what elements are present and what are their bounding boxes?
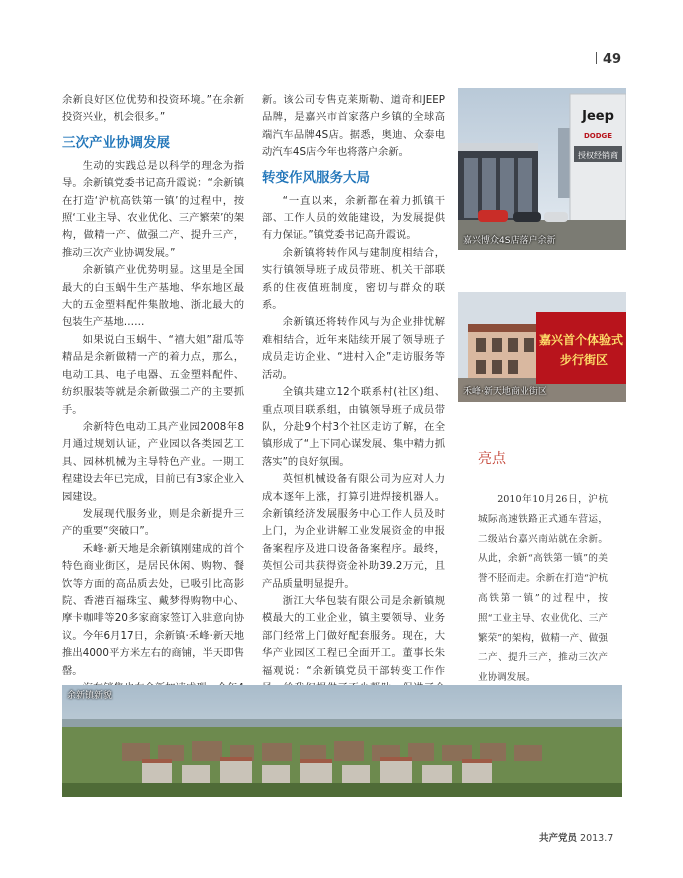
paragraph: 禾峰·新天地是余新镇刚建成的首个特色商业街区，是居民休闲、购物、餐饮等方面的高品质去处，已吸引比高影院、香港百福珠宝、戴梦得购物中心、摩卡咖啡等20多家商家签订入驻意向协议。今年6月17日，余新镇·禾峰·新天地推出4000平方米左右的商铺，半天即售罄。 <box>62 542 244 677</box>
banner-line-2: 步行街区 <box>559 353 609 367</box>
text-column-1 <box>62 92 244 715</box>
paragraph: 余新特色电动工具产业园2008年8月通过规划认证，产业园以各类园艺工具、园林机械为主导特色产业。一期工程建设去年已完成，目前已有3家企业入园建设。 <box>62 420 244 503</box>
highlight-title: 亮点 <box>478 451 506 467</box>
paragraph: 余新镇将转作风与建制度相结合，实行镇领导班子成员带班、机关干部联系的住夜值班制度，密切与群众的联系。 <box>262 246 445 312</box>
dealership-illustration <box>458 88 626 250</box>
paragraph: 余新良好区位优势和投资环境。”在余新投资兴业，机会很多。” <box>62 94 244 124</box>
issue-number: 2013.7 <box>580 833 614 844</box>
paragraph: 余新镇还将转作风与为企业排忧解难相结合，近年来陆续开展了领导班子成员走访企业、“进村入企”走访服务等活动。 <box>262 316 445 381</box>
paragraph: 生动的实践总是以科学的理念为指导。余新镇党委书记高升霞说：“余新镇在打造‘沪杭高铁第一镇’的过程中，按照‘工业主导、农业优化、三产繁荣’的架构，做精一产、做强二产、提升三产，推动三次产业协调发展。” <box>62 159 244 259</box>
photo-caption: 禾峰·新天地商业街区 <box>463 387 547 397</box>
dealer-sign-text: 授权经销商 <box>578 151 618 160</box>
panorama-illustration <box>62 685 622 797</box>
magazine-name: 共产党员 <box>539 833 578 844</box>
paragraph: “一直以来，余新都在着力抓镇干部、工作人员的效能建设，为发展提供有力保证。”镇党委书记高升霞说。 <box>262 194 445 242</box>
paragraph: 浙江大华包装有限公司是余新镇规模最大的工业企业，镇主要领导、业务部门经常上门做好配套服务。现在，大华产业园区工程已全面开工。董事长朱福观说：“余新镇党员干部转变工作作 <box>262 594 445 677</box>
highlight-body <box>478 490 608 688</box>
banner-line-1: 嘉兴首个体验式 <box>538 333 624 347</box>
paragraph: 如果说白玉蜗牛、“禧大姐”甜瓜等精品是余新做精一产的着力点，那么，电动工具、电子电器、五金塑料配件、纺织服装等就是余新做强二产的主要抓手。 <box>62 333 244 416</box>
section-heading: 转变作风服务大局 <box>262 169 370 186</box>
paragraph: 英恒机械设备有限公司为应对人力成本逐年上涨，打算引进焊接机器人。余新镇经济发展服务中心工作人员及时上门，为企业讲解工业发展资金的申报备案程序及进口设备备案程序。最终，英恒公司共获得资金补助39.2万元，且产品质量明显提升。 <box>262 473 445 590</box>
jeep-logo: Jeep <box>582 109 614 124</box>
paragraph: 全镇共建立12个联系村(社区)组、重点项目联系组，由镇领导班子成员带队，分赴9个村3个社区走访了解，在全镇形成了“上下同心谋发展、集中精力抓落实”的良好氛围。 <box>262 386 445 468</box>
highlight-paragraph: 2010年10月26日，沪杭城际高速铁路正式通车营运，二级站台嘉兴南站就在余新。从此，余新“高铁第一镇”的美誉不胫而走。余新在打造“沪杭高铁第一镇”的过程中，按照“工业主导、农业优化、三产繁荣”的架构，做精一产、做强二产、提升三产，推动三次产业协调发展。 <box>478 494 608 684</box>
dealership-photo <box>458 88 626 250</box>
photo-caption: 嘉兴博众4S店落户余新 <box>463 236 556 246</box>
paragraph: 新。该公司专售克莱斯勒、道奇和JEEP品牌，是嘉兴市首家落户乡镇的全球高端汽车品牌4S店。据悉，奥迪、众泰电动汽车4S店今年也将落户余新。 <box>262 94 445 159</box>
photo-caption: 余新镇新貌 <box>67 691 113 701</box>
street-photo <box>458 292 626 402</box>
dodge-logo: DODGE <box>583 132 613 140</box>
paragraph: 余新镇产业优势明显。这里是全国最大的白玉蜗牛生产基地、华东地区最大的五金塑料配件集散地、浙北最大的包装生产基地…… <box>62 264 244 329</box>
section-heading: 三次产业协调发展 <box>62 134 170 151</box>
page-number: 49 <box>596 52 621 67</box>
paragraph: 发展现代服务业，则是余新提升三产的重要“突破口”。 <box>62 507 244 538</box>
text-column-2 <box>262 92 445 736</box>
town-panorama-photo <box>62 685 622 797</box>
magazine-footer <box>539 830 613 844</box>
